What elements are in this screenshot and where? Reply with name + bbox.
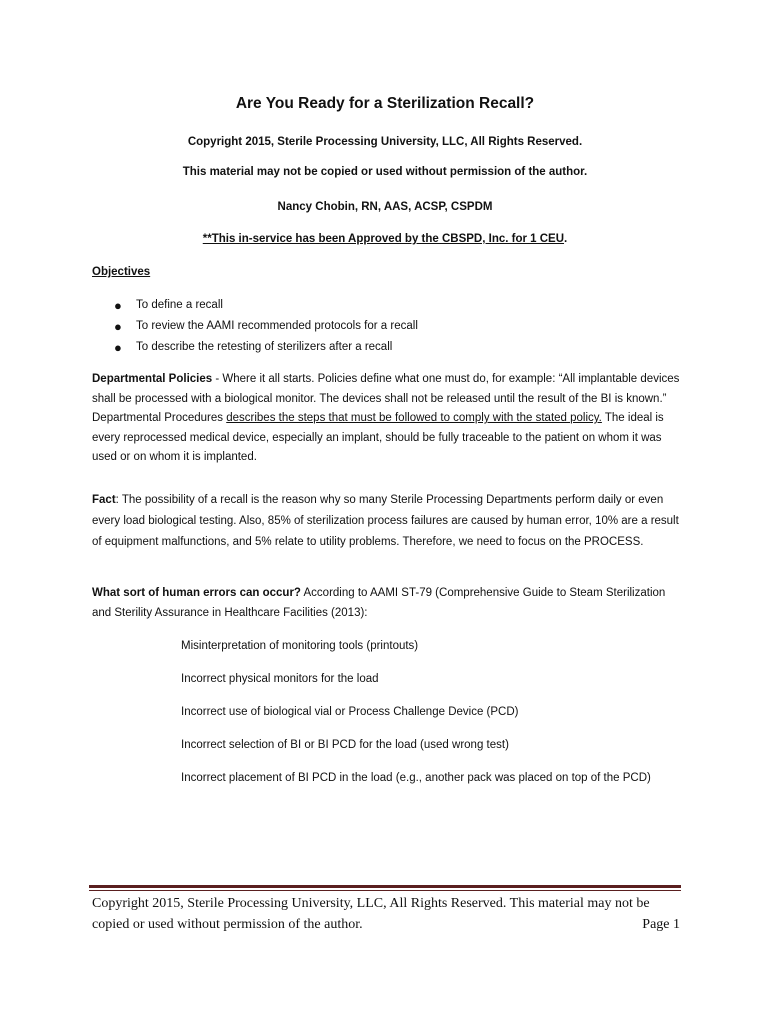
error-item: Incorrect use of biological vial or Process Challenge Device (PCD) xyxy=(181,706,519,718)
document-title: Are You Ready for a Sterilization Recall? xyxy=(235,95,535,112)
permission-line: This material may not be copied or used without permission of the author. xyxy=(182,166,588,178)
author-line: Nancy Chobin, RN, AAS, ACSP, CSPDM xyxy=(277,201,493,213)
ceu-text: **This in-service has been Approved by the CBSPD, Inc. for 1 CEU xyxy=(202,233,565,245)
objective-text: To review the AAMI recommended protocols for a recall xyxy=(136,320,418,332)
policies-text-b: The ideal is every reprocessed medical device, especially an implant, should be fully traceable to the patient on whom it was used or on whom it is implanted. xyxy=(92,412,664,463)
footer-rule-thin xyxy=(89,890,681,891)
footer-text: Copyright 2015, Sterile Processing University, LLC, All Rights Reserved. This material may not be copied or used without permission of the author. xyxy=(92,896,650,932)
human-errors-label: What sort of human errors can occur? xyxy=(92,587,301,599)
error-item: Incorrect placement of BI PCD in the load (e.g., another pack was placed on top of the PCD) xyxy=(181,772,651,784)
bullet-icon: ● xyxy=(114,298,122,313)
objectives-heading: Objectives xyxy=(92,266,151,278)
objective-text: To describe the retesting of sterilizers after a recall xyxy=(136,341,393,353)
policies-underlined: describes the steps that must be followed to comply with the stated policy. xyxy=(226,412,602,424)
page-number: Page 1 xyxy=(642,917,680,932)
policies-label: Departmental Policies xyxy=(92,373,213,385)
list-item xyxy=(92,338,418,359)
human-errors-paragraph xyxy=(92,583,682,623)
objective-text: To define a recall xyxy=(136,299,223,311)
ceu-line xyxy=(0,233,770,245)
list-item xyxy=(92,317,418,338)
error-item: Misinterpretation of monitoring tools (printouts) xyxy=(181,640,419,652)
copyright-line: Copyright 2015, Sterile Processing University, LLC, All Rights Reserved. xyxy=(187,136,583,148)
footer-rule xyxy=(89,885,681,888)
fact-paragraph xyxy=(92,490,682,553)
error-item: Incorrect physical monitors for the load xyxy=(181,673,379,685)
human-errors-text: According to AAMI ST-79 (Comprehensive Guide to Steam Sterilization and Sterility Assurance in Healthcare Facilities (2013): xyxy=(92,587,666,619)
error-item: Incorrect selection of BI or BI PCD for the load (used wrong test) xyxy=(181,739,509,751)
page-footer xyxy=(92,893,682,935)
fact-label: Fact xyxy=(92,494,116,506)
bullet-icon: ● xyxy=(114,319,122,334)
policies-paragraph xyxy=(92,370,682,468)
list-item xyxy=(92,296,418,317)
policies-text-a: - Where it all starts. Policies define what one must do, for example: “All implantable devices shall be processed with a biological monitor. The devices shall not be released until the result of the BI is known.” Departmental Procedures xyxy=(92,373,680,424)
ceu-period: . xyxy=(564,233,568,245)
fact-text: : The possibility of a recall is the reason why so many Sterile Processing Departments perform daily or even every load biological testing. Also, 85% of sterilization process failures are caused by human error, 10% are a result of equipment malfunctions, and 5% relate to utility problems. Therefore, we need to focus on the PROCESS. xyxy=(92,494,679,548)
bullet-icon: ● xyxy=(114,340,122,355)
objectives-list xyxy=(92,296,418,359)
